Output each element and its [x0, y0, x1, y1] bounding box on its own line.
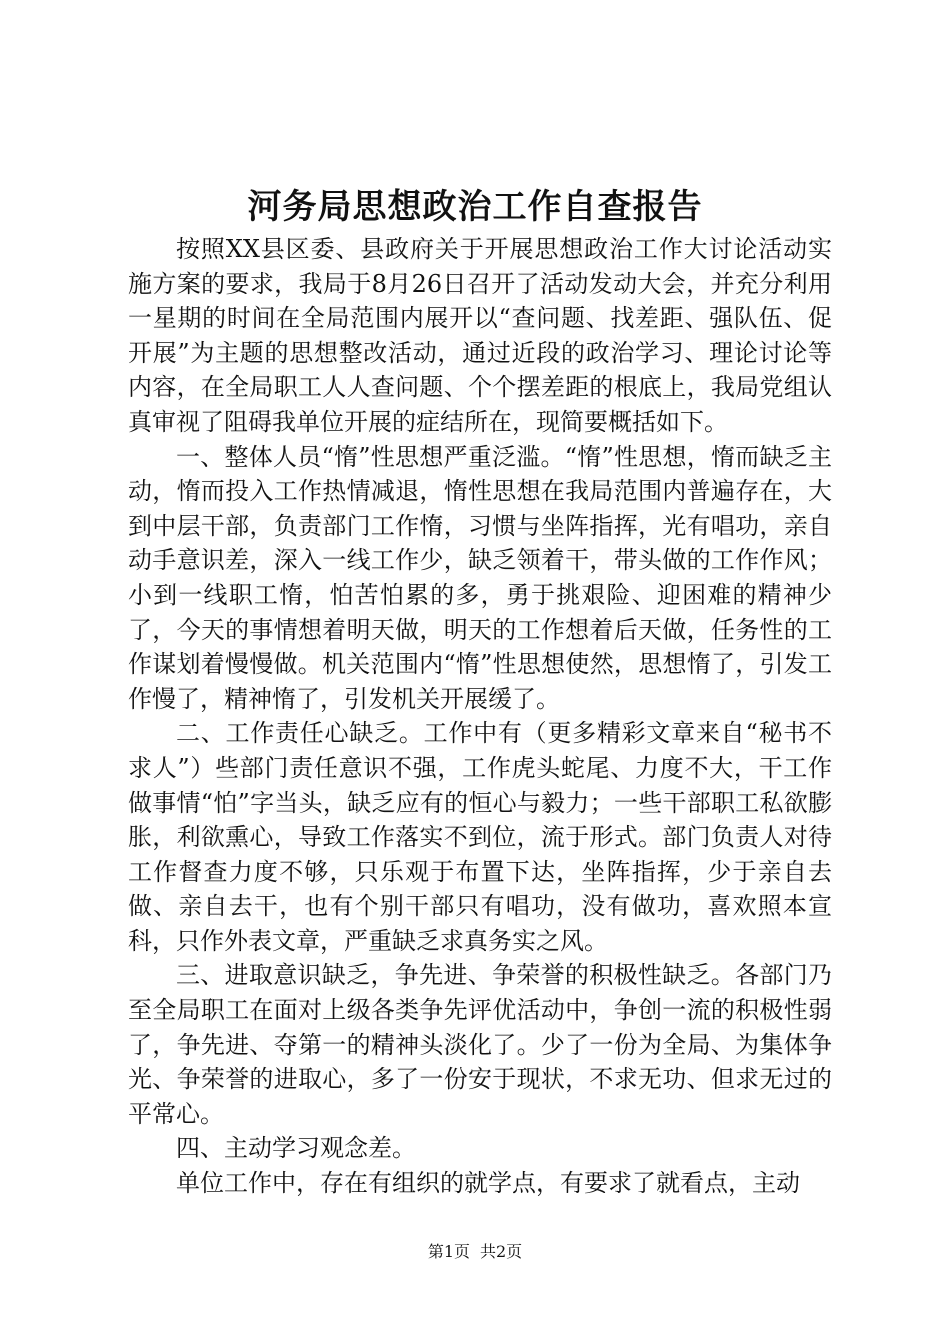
page-total: 共2页	[480, 1242, 523, 1261]
page-footer	[0, 1241, 950, 1263]
document-body	[128, 232, 832, 1201]
section-4-paragraph: 单位工作中，存在有组织的就学点，有要求了就看点，主动	[176, 1169, 800, 1198]
page-number: 第1页	[427, 1242, 470, 1261]
document-title: 河务局思想政治工作自查报告	[247, 187, 703, 227]
section-3-paragraph: 三、进取意识缺乏，争先进、争荣誉的积极性缺乏。各部门乃至全局职工在面对上级各类争先评优活动中，争创一流的积极性弱了，争先进、夺第一的精神头淡化了。少了一份为全局、为集体争光、争荣誉的进取心，多了一份安于现状，不求无功、但求无过的平常心。	[128, 961, 832, 1128]
intro-paragraph: 按照XX县区委、县政府关于开展思想政治工作大讨论活动实施方案的要求，我局于8月26日召开了活动发动大会，并充分利用一星期的时间在全局范围内展开以“查问题、找差距、强队伍、促开展”为主题的思想整改活动，通过近段的政治学习、理论讨论等内容，在全局职工人人查问题、个个摆差距的根底上，我局党组认真审视了阻碍我单位开展的症结所在，现简要概括如下。	[128, 235, 832, 436]
section-1-paragraph: 一、整体人员“惰”性思想严重泛滥。“惰”性思想，惰而缺乏主动，惰而投入工作热情减退，惰性思想在我局范围内普遍存在，大到中层干部，负责部门工作惰，习惯与坐阵指挥，光有唱功，亲自动手意识差，深入一线工作少，缺乏领着干，带头做的工作作风；小到一线职工惰，怕苦怕累的多，勇于挑艰险、迎困难的精神少了，今天的事情想着明天做，明天的工作想着后天做，任务性的工作谋划着慢慢做。机关范围内“惰”性思想使然，思想惰了，引发工作慢了，精神惰了，引发机关开展缓了。	[128, 442, 832, 713]
section-2-paragraph: 二、工作责任心缺乏。工作中有（更多精彩文章来自“秘书不求人”）些部门责任意识不强，工作虎头蛇尾、力度不大，干工作做事情“怕”字当头，缺乏应有的恒心与毅力；一些干部职工私欲膨胀，利欲熏心，导致工作落实不到位，流于形式。部门负责人对待工作督查力度不够，只乐观于布置下达，坐阵指挥，少于亲自去做、亲自去干，也有个别干部只有唱功，没有做功，喜欢照本宣科，只作外表文章，严重缺乏求真务实之风。	[128, 719, 832, 955]
section-4-heading: 四、主动学习观念差。	[176, 1134, 416, 1163]
